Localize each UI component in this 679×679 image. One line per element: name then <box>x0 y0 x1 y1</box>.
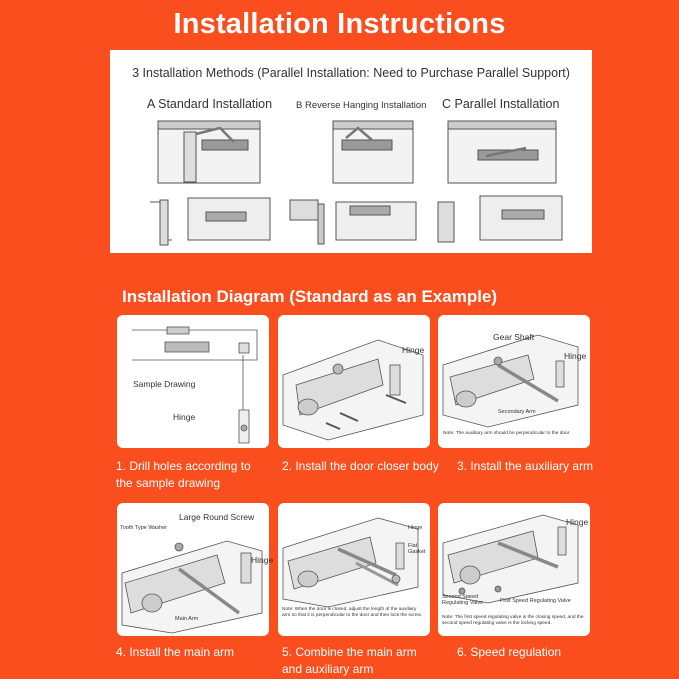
step-4-caption: 4. Install the main arm <box>116 645 235 659</box>
step-1-caption: 1. Drill holes according to the sample drawing <box>116 459 251 490</box>
step-6-label-hinge: Hinge <box>566 517 589 527</box>
step-6-caption: 6. Speed regulation <box>457 645 562 659</box>
method-c-side-drawing <box>438 196 562 242</box>
method-c-door-drawing <box>448 121 556 183</box>
step-4-label-hinge: Hinge <box>251 555 274 565</box>
step-3-caption: 3. Install the auxiliary arm <box>457 459 594 473</box>
step-6-card <box>438 503 590 636</box>
step-3-label-gear-shaft: Gear Shaft <box>493 332 535 342</box>
method-a-label: A Standard Installation <box>147 97 273 111</box>
step-5-label-flat-gasket: Flat Gasket <box>408 543 426 555</box>
methods-heading: 3 Installation Methods (Parallel Installation: Need to Purchase Parallel Support) <box>132 66 570 80</box>
step-2-label-hinge: Hinge <box>402 345 425 355</box>
method-b-side-drawing <box>290 200 416 244</box>
step-1-label-sample-drawing: Sample Drawing <box>133 379 196 389</box>
step-3-label-secondary-arm: Secondary Arm <box>498 409 536 415</box>
step-5-caption: 5. Combine the main arm and auxiliary arm <box>282 645 417 676</box>
step-4-label-main-arm: Main Arm <box>175 616 199 622</box>
method-c-label: C Parallel Installation <box>442 97 560 111</box>
step-4-label-large-round-screw: Large Round Screw <box>179 512 255 522</box>
step-4-label-tooth-type-washer: Tooth Type Washer <box>120 525 168 531</box>
method-a-side-drawing <box>150 198 270 245</box>
step-6-note: Note: The first speed regulating valve is the closing speed, and the second speed regulating valve is the locking speed. <box>442 615 584 626</box>
step-6-label-second-speed-valve: Second Speed Regulating Valve <box>442 594 484 606</box>
method-b-label: B Reverse Hanging Installation <box>296 100 427 111</box>
step-1-label-hinge: Hinge <box>173 412 196 422</box>
step-4-card <box>117 503 274 636</box>
step-3-label-hinge: Hinge <box>564 351 587 361</box>
method-b-door-drawing <box>333 121 413 183</box>
step-2-illustration <box>278 315 430 448</box>
step-5-card <box>278 503 430 636</box>
step-5-note: Note: When the door is closed, adjust the length of the auxiliary arm so that it is perpendicular to the door and then lock the screw. <box>282 607 422 618</box>
step-6-label-first-speed-valve: First Speed Regulating Valve <box>500 598 571 604</box>
step-5-label-hinge: Hinge <box>408 525 423 531</box>
diagram-heading: Installation Diagram (Standard as an Example) <box>122 287 498 306</box>
methods-illustration <box>110 50 592 253</box>
step-2-card <box>278 315 430 448</box>
installation-methods-panel <box>110 50 592 253</box>
step-3-card <box>438 315 590 448</box>
step-2-caption: 2. Install the door closer body <box>282 459 439 473</box>
step-3-note: Note: The auxiliary arm should be perpendicular to the door <box>443 431 570 436</box>
page-title: Installation Instructions <box>173 8 506 40</box>
method-a-door-drawing <box>158 121 260 183</box>
step-1-card <box>117 315 269 448</box>
